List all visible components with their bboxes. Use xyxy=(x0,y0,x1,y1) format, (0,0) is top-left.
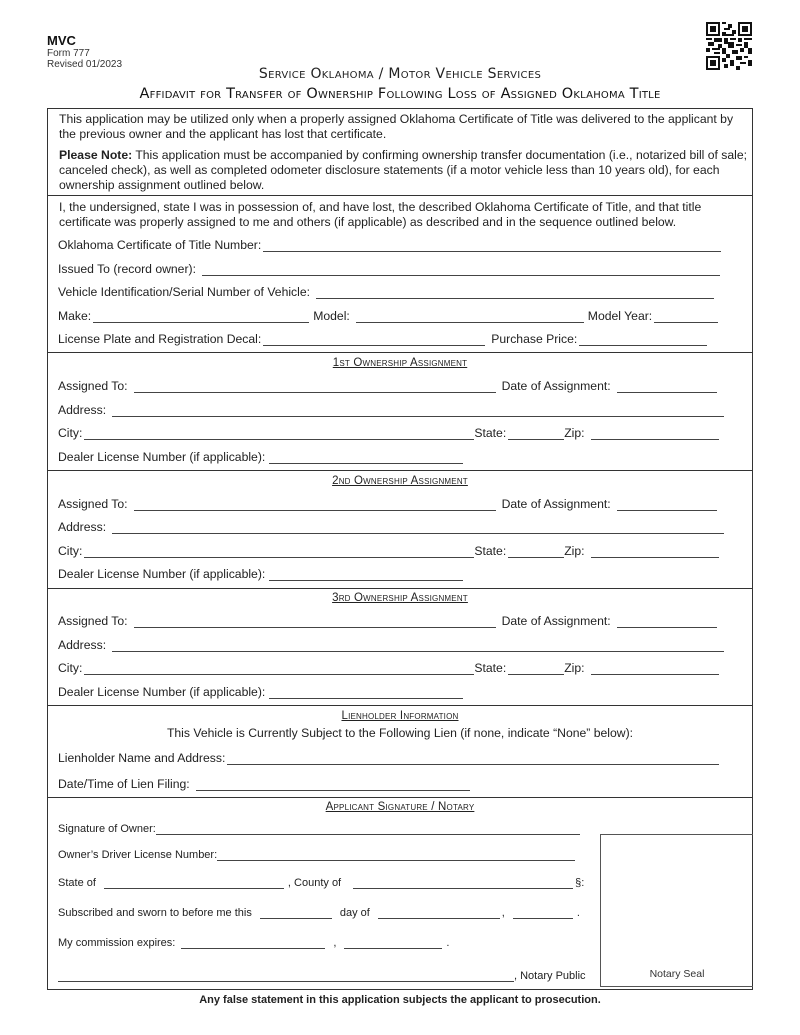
vin-row xyxy=(58,285,718,299)
assigned-to-label: Assigned To: xyxy=(58,614,128,628)
divider xyxy=(47,588,753,589)
issued-to-label: Issued To (record owner): xyxy=(58,262,196,276)
owner-signature-row xyxy=(58,822,584,835)
state-label: State: xyxy=(474,661,507,675)
note-label: Please Note: xyxy=(59,148,133,162)
plate-row xyxy=(58,332,711,346)
notary-public-label: , Notary Public xyxy=(514,970,586,982)
period: . xyxy=(446,937,450,949)
comma: , xyxy=(333,937,337,949)
title-number-field[interactable] xyxy=(263,239,721,252)
assignment-1-city-row xyxy=(58,426,723,440)
sworn-day-field[interactable] xyxy=(260,906,332,919)
city-label: City: xyxy=(58,544,83,558)
notary-seal-label: Notary Seal xyxy=(649,968,705,980)
plate-label: License Plate and Registration Decal: xyxy=(58,332,262,346)
zip-label: Zip: xyxy=(564,426,585,440)
make-field[interactable] xyxy=(93,310,309,323)
state-label: State: xyxy=(474,426,507,440)
dealer-license-label: Dealer License Number (if applicable): xyxy=(58,567,266,581)
notary-seal-box xyxy=(600,834,753,987)
date-of-assignment-field[interactable] xyxy=(617,380,717,393)
state-of-label: State of xyxy=(58,877,96,889)
model-year-label: Model Year: xyxy=(587,309,653,323)
notary-public-row xyxy=(58,969,586,982)
assignment-3-assigned-row xyxy=(58,614,721,628)
address-label: Address: xyxy=(58,520,107,534)
venue-row xyxy=(58,876,584,889)
city-field[interactable] xyxy=(84,545,474,558)
assignment-2-city-row xyxy=(58,544,723,558)
vin-label: Vehicle Identification/Serial Number of Vehicle: xyxy=(58,285,311,299)
lien-filing-field[interactable] xyxy=(196,778,470,791)
assignment-2-heading: 2nd Ownership Assignment xyxy=(332,475,468,487)
divider xyxy=(47,797,753,798)
intro-text: This application may be utilized only when a properly assigned Oklahoma Certificate of Title was delivered to the applicant by the previous owner and the applicant has lost that certificate. xyxy=(59,112,734,141)
purchase-price-label: Purchase Price: xyxy=(491,332,578,346)
make-model-row xyxy=(58,309,722,323)
driver-license-row xyxy=(58,848,579,861)
assigned-to-label: Assigned To: xyxy=(58,379,128,393)
state-field[interactable] xyxy=(508,427,564,440)
model-field[interactable] xyxy=(356,310,584,323)
address-field[interactable] xyxy=(112,404,724,417)
assignment-2-dealer-row xyxy=(58,567,467,581)
comma: , xyxy=(501,907,505,919)
assigned-to-field[interactable] xyxy=(134,498,496,511)
commission-row xyxy=(58,936,449,949)
address-field[interactable] xyxy=(112,521,724,534)
owner-signature-label: Signature of Owner: xyxy=(58,823,156,835)
county-of-label: , County of xyxy=(287,877,342,889)
driver-license-label: Owner’s Driver License Number: xyxy=(58,849,218,861)
issued-to-row xyxy=(58,262,724,276)
date-of-assignment-label: Date of Assignment: xyxy=(501,379,611,393)
address-label: Address: xyxy=(58,403,107,417)
zip-label: Zip: xyxy=(564,544,585,558)
lien-filing-row xyxy=(58,777,474,791)
period: . xyxy=(576,907,580,919)
please-note xyxy=(59,148,749,193)
divider xyxy=(47,470,753,471)
dealer-license-field[interactable] xyxy=(269,686,463,699)
agency-title: Service Oklahoma / Motor Vehicle Services xyxy=(258,66,542,82)
dealer-license-label: Dealer License Number (if applicable): xyxy=(58,685,266,699)
city-field[interactable] xyxy=(84,427,474,440)
driver-license-field[interactable] xyxy=(217,848,575,861)
agency-code: MVC xyxy=(47,33,76,48)
assignment-1-assigned-row xyxy=(58,379,721,393)
divider xyxy=(47,195,753,196)
assignment-1-address-row xyxy=(58,403,728,417)
address-field[interactable] xyxy=(112,639,724,652)
assignment-2-assigned-row xyxy=(58,497,721,511)
dealer-license-label: Dealer License Number (if applicable): xyxy=(58,450,266,464)
sworn-year-field[interactable] xyxy=(513,906,573,919)
city-field[interactable] xyxy=(84,662,474,675)
note-text: This application must be accompanied by confirming ownership transfer documentation (i.e., notarized bill of sale; canceled check), as well as completed odometer disclosure statements (if a motor vehicle less than 10 years old), for each ownership assignment outlined below. xyxy=(59,148,748,192)
model-year-field[interactable] xyxy=(654,310,718,323)
issued-to-field[interactable] xyxy=(202,263,720,276)
zip-label: Zip: xyxy=(564,661,585,675)
zip-field[interactable] xyxy=(591,545,719,558)
qr-code-icon xyxy=(706,22,752,70)
revised-date: Revised 01/2023 xyxy=(47,59,123,70)
title-number-label: Oklahoma Certificate of Title Number: xyxy=(58,238,262,252)
city-label: City: xyxy=(58,426,83,440)
declaration-text: I, the undersigned, state I was in possession of, and have lost, the described Oklahoma Certificate of Title, and that title certificate was properly assigned to me and others (if applicable) as described and in the sequence outlined below. xyxy=(59,200,702,229)
zip-field[interactable] xyxy=(591,662,719,675)
state-of-field[interactable] xyxy=(104,876,284,889)
plate-field[interactable] xyxy=(263,333,485,346)
divider xyxy=(47,352,753,353)
title-number-row xyxy=(58,238,725,252)
assignment-1-dealer-row xyxy=(58,450,467,464)
section-mark: §: xyxy=(575,877,585,889)
state-field[interactable] xyxy=(508,662,564,675)
assignment-1-heading: 1st Ownership Assignment xyxy=(332,357,468,369)
form-title: Affidavit for Transfer of Ownership Following Loss of Assigned Oklahoma Title xyxy=(139,86,661,102)
owner-signature-field[interactable] xyxy=(156,822,580,835)
date-of-assignment-field[interactable] xyxy=(617,615,717,628)
lienholder-row xyxy=(58,751,723,765)
date-of-assignment-label: Date of Assignment: xyxy=(501,497,611,511)
lien-subtitle: This Vehicle is Currently Subject to the Following Lien (if none, indicate “None” below): xyxy=(166,726,634,740)
city-label: City: xyxy=(58,661,83,675)
date-of-assignment-label: Date of Assignment: xyxy=(501,614,611,628)
date-of-assignment-field[interactable] xyxy=(617,498,717,511)
sworn-month-field[interactable] xyxy=(378,906,500,919)
assignment-3-dealer-row xyxy=(58,685,467,699)
assignment-3-address-row xyxy=(58,638,728,652)
assigned-to-field[interactable] xyxy=(134,615,496,628)
commission-label: My commission expires: xyxy=(58,937,176,949)
state-field[interactable] xyxy=(508,545,564,558)
vin-field[interactable] xyxy=(316,286,714,299)
day-of-label: day of xyxy=(339,907,370,919)
commission-date-field[interactable] xyxy=(181,936,325,949)
assigned-to-label: Assigned To: xyxy=(58,497,128,511)
model-label: Model: xyxy=(313,309,350,323)
sworn-label: Subscribed and sworn to before me this xyxy=(58,907,252,919)
prosecution-warning: Any false statement in this application subjects the applicant to prosecution. xyxy=(199,994,601,1006)
commission-year-field[interactable] xyxy=(344,936,442,949)
lienholder-label: Lienholder Name and Address: xyxy=(58,751,226,765)
assignment-3-city-row xyxy=(58,661,723,675)
notary-signature-field[interactable] xyxy=(58,969,514,982)
dealer-license-field[interactable] xyxy=(269,451,463,464)
sworn-row xyxy=(58,906,580,919)
zip-field[interactable] xyxy=(591,427,719,440)
lienholder-field[interactable] xyxy=(227,752,719,765)
form-number: Form 777 xyxy=(47,48,90,59)
lien-heading: Lienholder Information xyxy=(341,710,459,722)
county-of-field[interactable] xyxy=(353,876,573,889)
assignment-2-address-row xyxy=(58,520,728,534)
purchase-price-field[interactable] xyxy=(579,333,707,346)
signature-heading: Applicant Signature / Notary xyxy=(325,801,475,813)
divider xyxy=(47,705,753,706)
lien-filing-label: Date/Time of Lien Filing: xyxy=(58,777,190,791)
dealer-license-field[interactable] xyxy=(269,568,463,581)
make-label: Make: xyxy=(58,309,92,323)
address-label: Address: xyxy=(58,638,107,652)
state-label: State: xyxy=(474,544,507,558)
assignment-3-heading: 3rd Ownership Assignment xyxy=(332,592,468,604)
assigned-to-field[interactable] xyxy=(134,380,496,393)
